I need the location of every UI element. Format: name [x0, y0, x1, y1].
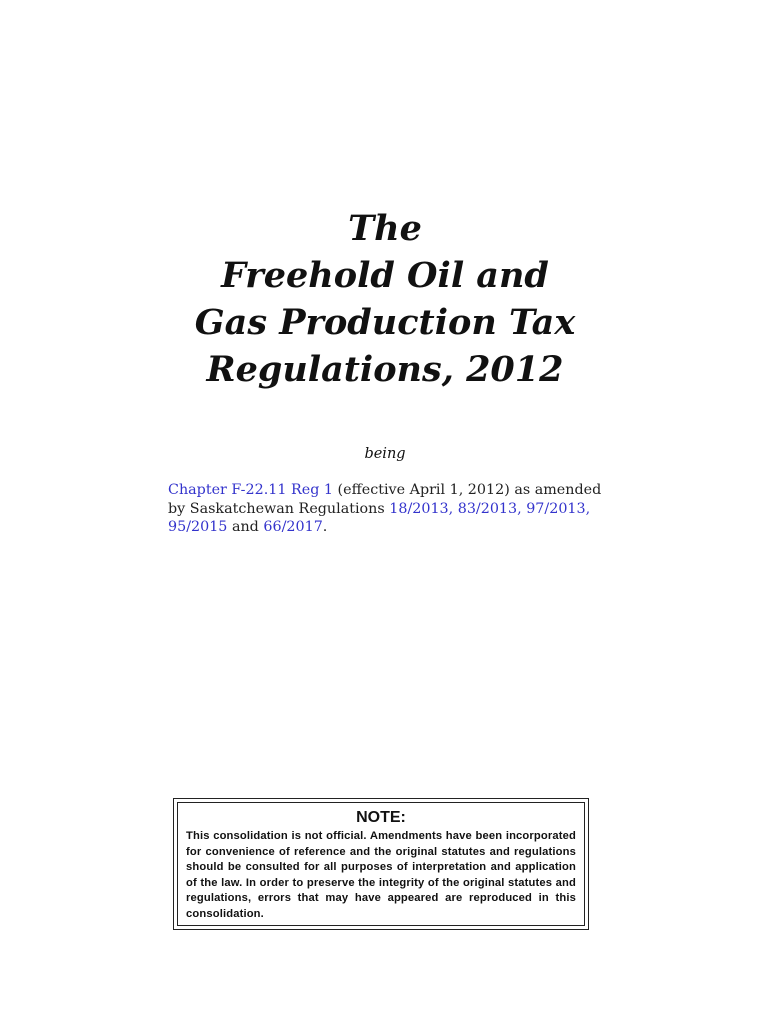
- note-heading: NOTE:: [356, 809, 406, 826]
- chapter-link[interactable]: Chapter F-22.11 Reg 1: [168, 482, 334, 498]
- amendment-2017-link[interactable]: 66/2017: [263, 519, 323, 535]
- title-line-4: Regulations, 2012: [206, 349, 564, 390]
- being-label: being: [364, 446, 406, 462]
- title-line-2: Freehold Oil and: [221, 255, 549, 296]
- title-line-3: Gas Production Tax: [194, 302, 576, 343]
- amendments-link[interactable]: 18/2013, 83/2013, 97/2013, 95/2015: [168, 500, 591, 535]
- note-body: This consolidation is not official. Amendments have been incorporated for convenience of reference and the original statutes and regulations should be consulted for all purposes of interpretation and application of the law. In order to preserve the integrity of the original statutes and regulations, errors that may have appeared are reproduced in this consolidation.: [186, 830, 576, 920]
- citation-text-2: and: [227, 519, 264, 535]
- citation-text-1: (effective April 1, 2012) as amended by Saskatchewan Regulations: [168, 482, 602, 517]
- document-title: [0, 205, 770, 393]
- note-box: [173, 798, 589, 930]
- citation-paragraph: [168, 481, 608, 537]
- note-box-inner: [177, 802, 585, 926]
- citation-text-3: .: [322, 519, 328, 535]
- title-line-1: The: [348, 208, 422, 249]
